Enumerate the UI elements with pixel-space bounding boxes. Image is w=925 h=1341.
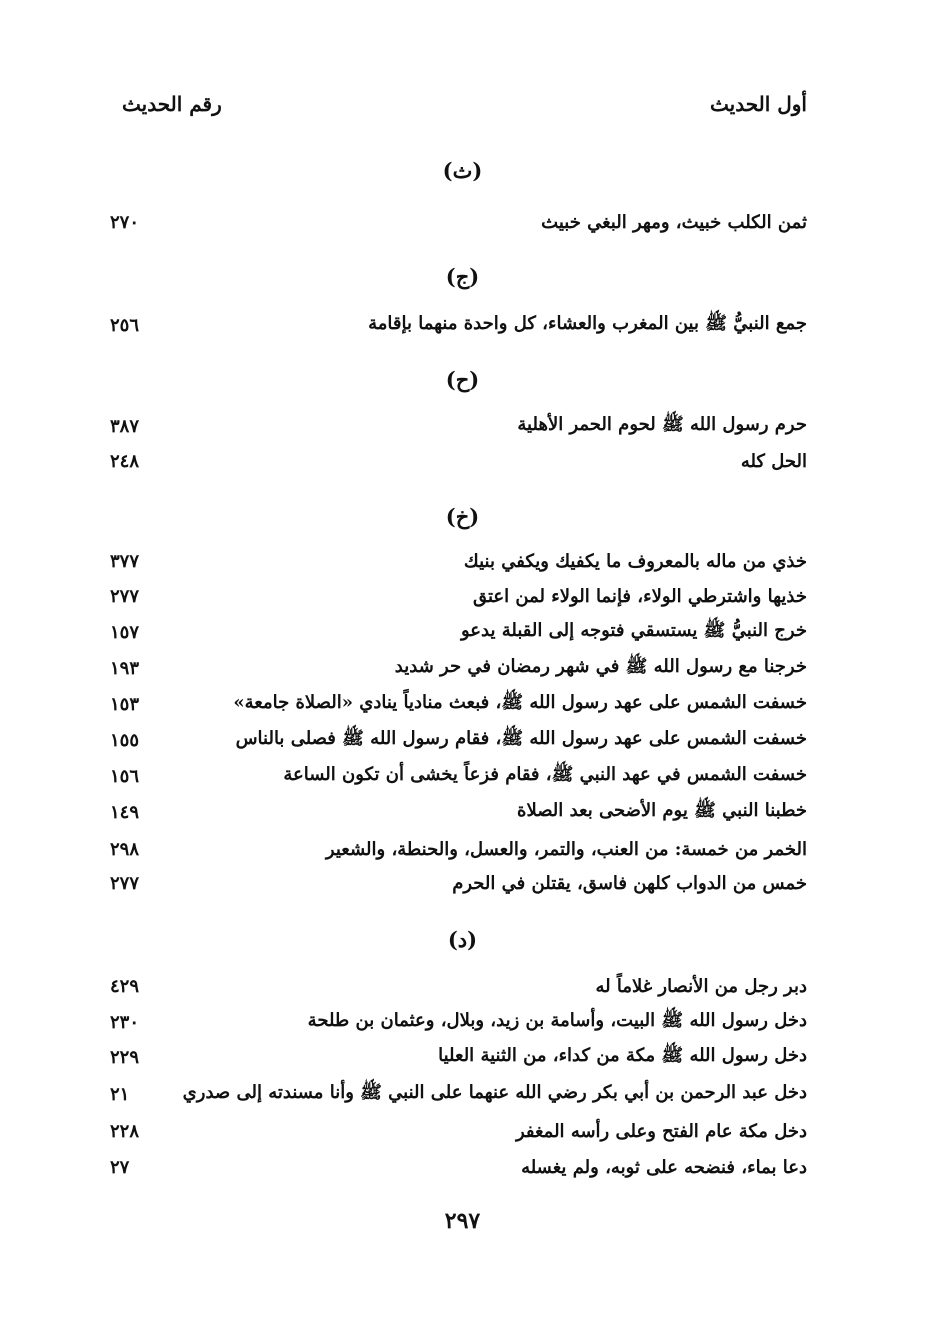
entry-text: دعا بماء، فنضحه على ثوبه، ولم يغسله [521, 1156, 807, 1178]
index-entry [110, 652, 807, 684]
entry-text: دخل عبد الرحمن بن أبي بكر رضي الله عنهما على النبي ﷺ وأنا مسندته إلى صدري [182, 1082, 807, 1103]
entry-text: خسفت الشمس على عهد رسول الله ﷺ، فقام رسول الله ﷺ فصلى بالناس [235, 728, 807, 749]
entry-number: ٢٧٧ [110, 872, 140, 894]
index-entry [110, 796, 807, 828]
entry-text: حرم رسول الله ﷺ لحوم الحمر الأهلية [517, 414, 807, 435]
index-entry [110, 445, 807, 477]
index-entry [110, 309, 807, 341]
entry-number: ٢٣٠ [110, 1011, 140, 1033]
entry-number: ٢١ [110, 1083, 130, 1105]
entry-number: ٢٧ [110, 1156, 130, 1178]
index-entry [110, 1115, 807, 1147]
page-number: ٢٩٧ [444, 1208, 481, 1234]
index-entry [110, 1151, 807, 1183]
entry-text: دخل مكة عام الفتح وعلى رأسه المغفر [515, 1120, 807, 1142]
entry-text: الحل كله [740, 450, 807, 472]
index-entry [110, 545, 807, 577]
index-entry [110, 616, 807, 648]
entry-text: خمس من الدواب كلهن فاسق، يقتلن في الحرم [452, 872, 807, 894]
index-entry [110, 1078, 807, 1110]
entry-text: جمع النبيُّ ﷺ بين المغرب والعشاء، كل واحدة منهما بإقامة [368, 313, 807, 334]
index-entry [110, 724, 807, 756]
entry-number: ٣٧٧ [110, 550, 140, 572]
entry-number: ٣٨٧ [110, 415, 140, 437]
entry-text: خسفت الشمس على عهد رسول الله ﷺ، فبعث منادياً ينادي «الصلاة جامعة» [233, 692, 807, 713]
entry-number: ٢٩٨ [110, 838, 140, 860]
entry-number: ٢٥٦ [110, 314, 140, 336]
section-letter-dal: (د) [447, 927, 478, 952]
index-entry [110, 688, 807, 720]
column-header-hadith-number: رقم الحديث [122, 92, 222, 116]
index-entry [110, 1041, 807, 1073]
entry-number: ٢٧٧ [110, 585, 140, 607]
section-letter-tha: (ث) [442, 158, 483, 183]
entry-number: ١٥٣ [110, 693, 140, 715]
index-entry [110, 206, 807, 238]
entry-number: ١٥٧ [110, 621, 140, 643]
entry-number: ٢٢٩ [110, 1046, 140, 1068]
section-letter-ha: (ح) [445, 367, 480, 392]
entry-text: خسفت الشمس في عهد النبي ﷺ، فقام فزعاً يخشى أن تكون الساعة [283, 764, 807, 785]
entry-number: ١٩٣ [110, 657, 140, 679]
index-entry [110, 970, 807, 1002]
entry-number: ١٤٩ [110, 801, 140, 823]
entry-text: خطبنا النبي ﷺ يوم الأضحى بعد الصلاة [517, 800, 807, 821]
entry-number: ٢٢٨ [110, 1120, 140, 1142]
entry-text: خرجنا مع رسول الله ﷺ في شهر رمضان في حر شديد [394, 656, 807, 677]
entry-text: خذيها واشترطي الولاء، فإنما الولاء لمن اعتق [472, 585, 807, 607]
entry-text: دبر رجل من الأنصار غلاماً له [595, 975, 807, 997]
section-letter-jim: (ج) [445, 264, 480, 289]
index-entry [110, 867, 807, 899]
entry-number: ٢٤٨ [110, 450, 140, 472]
column-header-hadith-start: أول الحديث [710, 92, 807, 116]
section-letter-kha: (خ) [445, 504, 480, 529]
entry-number: ١٥٥ [110, 729, 140, 751]
entry-text: خذي من ماله بالمعروف ما يكفيك ويكفي بنيك [463, 550, 807, 572]
entry-number: ٢٧٠ [110, 211, 140, 233]
index-entry [110, 833, 807, 865]
entry-text: الخمر من خمسة: من العنب، والتمر، والعسل، والحنطة، والشعير [325, 838, 807, 860]
entry-number: ٤٢٩ [110, 975, 140, 997]
index-entry [110, 580, 807, 612]
entry-number: ١٥٦ [110, 765, 140, 787]
index-entry [110, 1006, 807, 1038]
entry-text: دخل رسول الله ﷺ مكة من كداء، من الثنية العليا [438, 1045, 807, 1066]
index-entry [110, 760, 807, 792]
entry-text: دخل رسول الله ﷺ البيت، وأسامة بن زيد، وبلال، وعثمان بن طلحة [307, 1010, 807, 1031]
index-entry [110, 410, 807, 442]
entry-text: ثمن الكلب خبيث، ومهر البغي خبيث [541, 211, 807, 233]
entry-text: خرج النبيُّ ﷺ يستسقي فتوجه إلى القبلة يدعو [460, 620, 807, 641]
